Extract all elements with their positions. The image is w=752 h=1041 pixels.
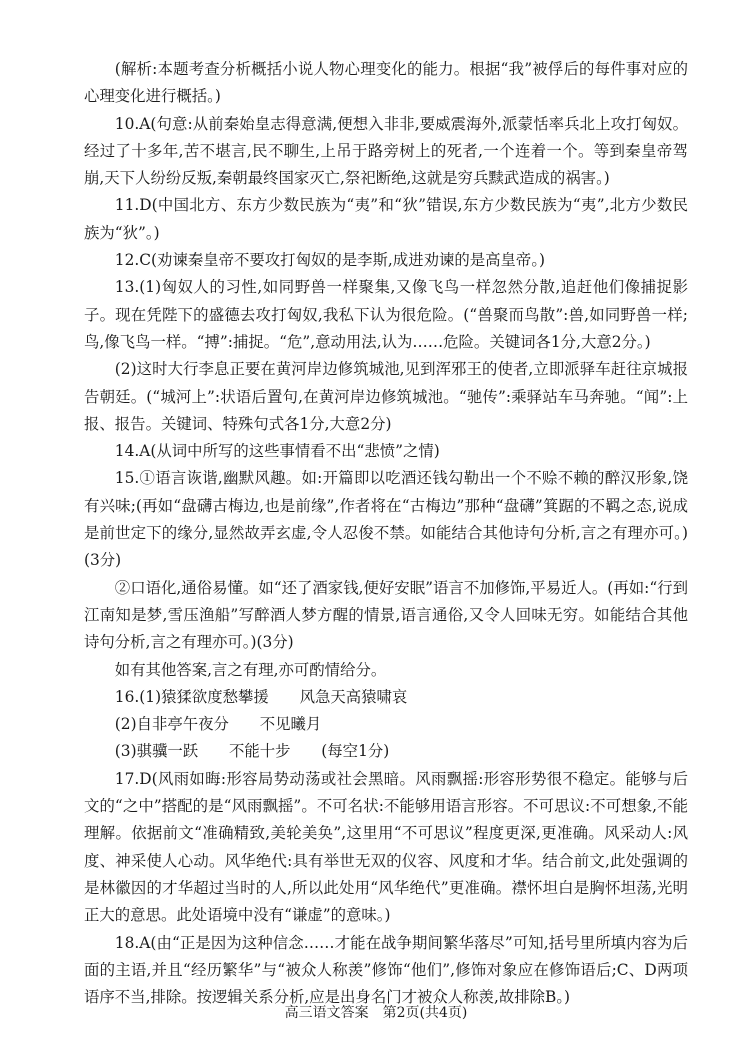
answer-16-3: (3)骐骥一跃 不能十步 (每空1分) [114, 742, 390, 761]
answer-18: 18.A(由“正是因为这种信念……才能在战争期间繁华落尽”可知,括号里所填内容为后面的主语,并且“经历繁华”与“被众人称羡”修饰“他们”,修饰对象应在修饰语后;C、D两项语序不当,排除。按逻辑关系分析,应是出身名门才被众人称羡,故排除B。) [84, 933, 688, 1007]
answer-14: 14.A(从词中所写的这些事情看不出“悲愤”之情) [114, 442, 440, 461]
answer-13-2: (2)这时大行李息正要在黄河岸边修筑城池,见到浑邪王的使者,立即派驿车赶往京城报告朝廷。(“城河上”:状语后置句,在黄河岸边修筑城池。“驰传”:乘驿站车马奔驰。“闻”:上报、报告。关键词、特殊句式各1分,大意2分) [84, 360, 688, 433]
answer-body [84, 56, 688, 1011]
answer-15-2: ②口语化,通俗易懂。如“还了酒家钱,便好安眠”语言不加修饰,平易近人。(再如:“行到江南知是梦,雪压渔船”写醉酒人梦方醒的情景,语言通俗,又令人回味无穷。如能结合其他诗句分析,言之有理亦可。)(3分) [84, 578, 688, 652]
analysis-note-9: (解析:本题考查分析概括小说人物心理变化的能力。根据“我”被俘后的每件事对应的心理变化进行概括。) [84, 60, 688, 106]
answer-15-note: 如有其他答案,言之有理,亦可酌情给分。 [114, 660, 387, 679]
answer-16-1: 16.(1)猿猱欲度愁攀援 风急天高猿啸哀 [114, 687, 408, 706]
answer-13-1: 13.(1)匈奴人的习性,如同野兽一样聚集,又像飞鸟一样忽然分散,追赶他们像捕捉影子。现在凭陛下的盛德去攻打匈奴,我私下认为很危险。(“兽聚而鸟散”:兽,如同野兽一样;鸟,像飞鸟一样。“搏”:捕捉。“危”,意动用法,认为……危险。关键词各1分,大意2分。) [84, 278, 688, 351]
answer-10: 10.A(句意:从前秦始皇志得意满,便想入非非,要威震海外,派蒙恬率兵北上攻打匈奴。经过了十多年,苦不堪言,民不聊生,上吊于路旁树上的死者,一个连着一个。等到秦皇帝驾崩,天下人纷纷反叛,秦朝最终国家灭亡,祭祀断绝,这就是穷兵黩武造成的祸害。) [84, 114, 688, 188]
answer-15-1: 15.①语言诙谐,幽默风趣。如:开篇即以吃酒还钱勾勒出一个不赊不赖的醉汉形象,饶有兴味;(再如“盘礴古梅边,也是前缘”,作者将在“古梅边”那种“盘礴”箕踞的不羁之态,说成是前世定下的缘分,显然故弄玄虚,令人忍俊不禁。如能结合其他诗句分析,言之有理亦可。)(3分) [84, 469, 688, 570]
answer-11: 11.D(中国北方、东方少数民族为“夷”和“狄”错误,东方少数民族为“夷”,北方少数民族为“狄”。) [84, 196, 688, 242]
page-footer: 高三语文答案 第2页(共4页) [284, 1005, 468, 1021]
answer-12: 12.C(劝谏秦皇帝不要攻打匈奴的是李斯,成进劝谏的是高皇帝。) [114, 251, 546, 270]
answer-17: 17.D(风雨如晦:形容局势动荡或社会黑暗。风雨飘摇:形容形势很不稳定。能够与后文的“之中”搭配的是“风雨飘摇”。不可名状:不能够用语言形容。不可思议:不可想象,不能理解。依据前文“准确精致,美轮美奂”,这里用“不可思议”程度更深,更准确。风采动人:风度、神采使人心动。风华绝代:具有举世无双的仪容、风度和才华。结合前文,此处强调的是林徽因的才华超过当时的人,所以此处用“风华绝代”更准确。襟怀坦白是胸怀坦荡,光明正大的意思。此处语境中没有“谦虚”的意味。) [84, 769, 688, 925]
answer-16-2: (2)自非亭午夜分 不见曦月 [114, 715, 322, 734]
